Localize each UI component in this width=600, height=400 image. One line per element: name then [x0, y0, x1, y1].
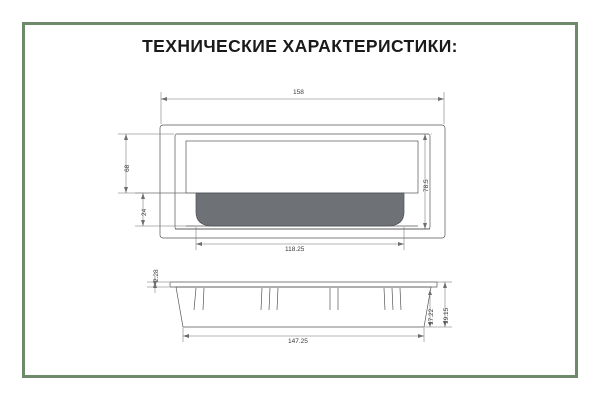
arrow-785-bottom — [423, 223, 427, 229]
side-detail-1 — [194, 288, 196, 310]
dim-label-147-25: 147.25 — [288, 338, 308, 345]
side-detail-3 — [261, 288, 262, 310]
dim-label-24: 24 — [141, 208, 148, 216]
arrow-24-bottom — [141, 220, 145, 226]
dim-label-68: 68 — [124, 164, 131, 172]
front-opening — [186, 141, 418, 193]
dim-label-2-28: 2.28 — [153, 269, 160, 282]
dim-label-17-22: 17.22 — [428, 308, 435, 325]
side-detail-9 — [392, 288, 393, 310]
dim-label-78-5: 78.5 — [423, 179, 430, 192]
dim-label-158: 158 — [293, 89, 304, 96]
arrow-14725-right — [418, 334, 424, 338]
arrow-11825-left — [196, 242, 202, 246]
arrow-1722-top — [428, 290, 432, 295]
arrow-158-left — [161, 97, 167, 101]
side-detail-4 — [269, 288, 270, 310]
page-title: ТЕХНИЧЕСКИЕ ХАРАКТЕРИСТИКИ: — [142, 36, 458, 56]
arrow-68-bottom — [124, 187, 128, 193]
arrow-1915-top — [443, 282, 447, 288]
arrow-785-top — [423, 134, 427, 140]
side-detail-10 — [400, 288, 401, 310]
side-detail-2 — [203, 288, 204, 310]
arrow-158-right — [438, 97, 444, 101]
side-detail-8 — [384, 288, 385, 310]
side-flange — [170, 282, 437, 287]
side-detail-5 — [277, 288, 278, 310]
arrow-24-top — [141, 193, 145, 199]
handle-body-fill — [196, 193, 404, 226]
arrow-11825-right — [398, 242, 404, 246]
arrow-68-top — [124, 134, 128, 140]
dim-label-19-15: 19.15 — [443, 307, 450, 324]
arrow-14725-left — [183, 334, 189, 338]
dim-label-118-25: 118.25 — [285, 246, 305, 253]
